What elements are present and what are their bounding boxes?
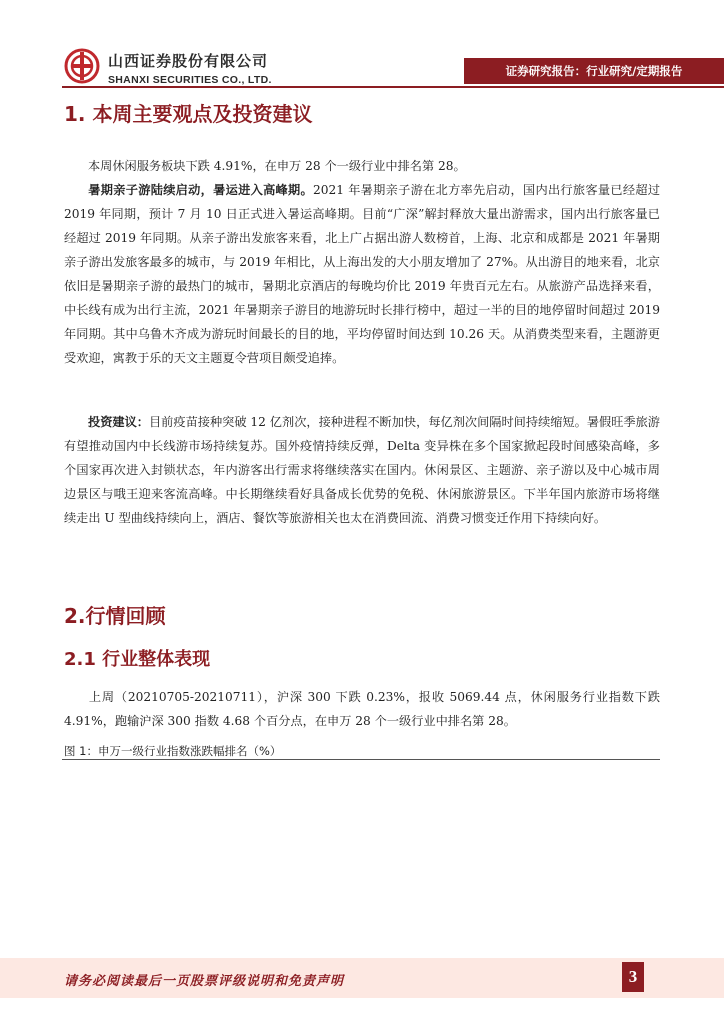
paragraph-text: 目前疫苗接种突破 12 亿剂次，接种进程不断加快，每亿剂次间隔时间持续缩短。暑假旺季旅游有望推动国内中长线游市场持续复苏。国外疫情持续反弹，Delta 变异株在多个国家掀起段时间感染高峰，多个国家再次进入封锁状态，年内游客出行需求将继续落实在国内。休闲景区、主题游、亲子游以及中心城市周边景区与哦王迎来客流高峰。中长期继续看好具备成长优势的免税、休闲旅游景区。下半年国内旅游市场将继续走出 U 型曲线持续向上，酒店、餐饮等旅游相关也太在消费回流、消费习惯变迁作用下持续向好。 (64, 415, 660, 525)
company-name (108, 50, 272, 86)
paragraph-text: 上周（20210705-20210711），沪深 300 下跌 0.23%，报收 5069.44 点，休闲服务行业指数下跌 4.91%，跑输沪深 300 指数 4.68 个百分点，在申万 28 个一级行业中排名第 28。 (64, 690, 660, 728)
section-1-title: 1. 本周主要观点及投资建议 (64, 102, 313, 126)
section-1-paragraph-1 (64, 154, 660, 178)
section-1-paragraph-2 (64, 178, 660, 370)
footer-disclaimer: 请务必阅读最后一页股票评级说明和免责声明 (64, 974, 345, 989)
figure-caption: 图 1：申万一级行业指数涨跌幅排名（%） (64, 744, 282, 758)
section-2-paragraph-1 (64, 685, 660, 733)
figure-divider (62, 759, 660, 760)
paragraph-text: 2021 年暑期亲子游在北方率先启动，国内出行旅客量已经超过 2019 年同期，预计 7 月 10 日正式进入暑运高峰期。目前“广深”解封释放大量出游需求，国内出行旅客量已经超过 2019 年同期。从亲子游出发旅客来看，北上广占据出游人数榜首，上海、北京和成都是 2021 年暑期亲子游出发旅客最多的城市，与 2019 年相比，从上海出发的大小朋友增加了 27%。从出游目的地来看，北京依旧是暑期亲子游的最热门的城市，暑期北京酒店的每晚均价比 2019 年贵百元左右。从旅游产品选择来看，中长线有成为出行主流，2021 年暑期亲子游目的地游玩时长排行榜中，超过一半的目的地停留时间超过 2019 年同期。其中乌鲁木齐成为游玩时间最长的目的地，平均停留时间达到 10.26 天。从消费类型来看，主题游更受欢迎，寓教于乐的天文主题夏令营项目颇受追捧。 (64, 183, 661, 365)
paragraph-lead: 投资建议： (88, 415, 149, 429)
section-1-paragraph-3 (64, 410, 660, 530)
report-type-banner: 证券研究报告：行业研究/定期报告 (464, 58, 724, 84)
section-2-title: 2.行情回顾 (64, 604, 166, 628)
paragraph-lead: 暑期亲子游陆续启动，暑运进入高峰期。 (88, 183, 314, 197)
page-number: 3 (622, 962, 644, 992)
paragraph-text: 本周休闲服务板块下跌 4.91%，在申万 28 个一级行业中排名第 28。 (88, 159, 466, 173)
company-name-en: SHANXI SECURITIES CO., LTD. (108, 74, 272, 86)
section-2-1-title: 2.1 行业整体表现 (64, 649, 211, 670)
company-name-cn: 山西证券股份有限公司 (108, 52, 269, 70)
header-divider (62, 86, 724, 88)
company-logo-icon (64, 48, 100, 84)
